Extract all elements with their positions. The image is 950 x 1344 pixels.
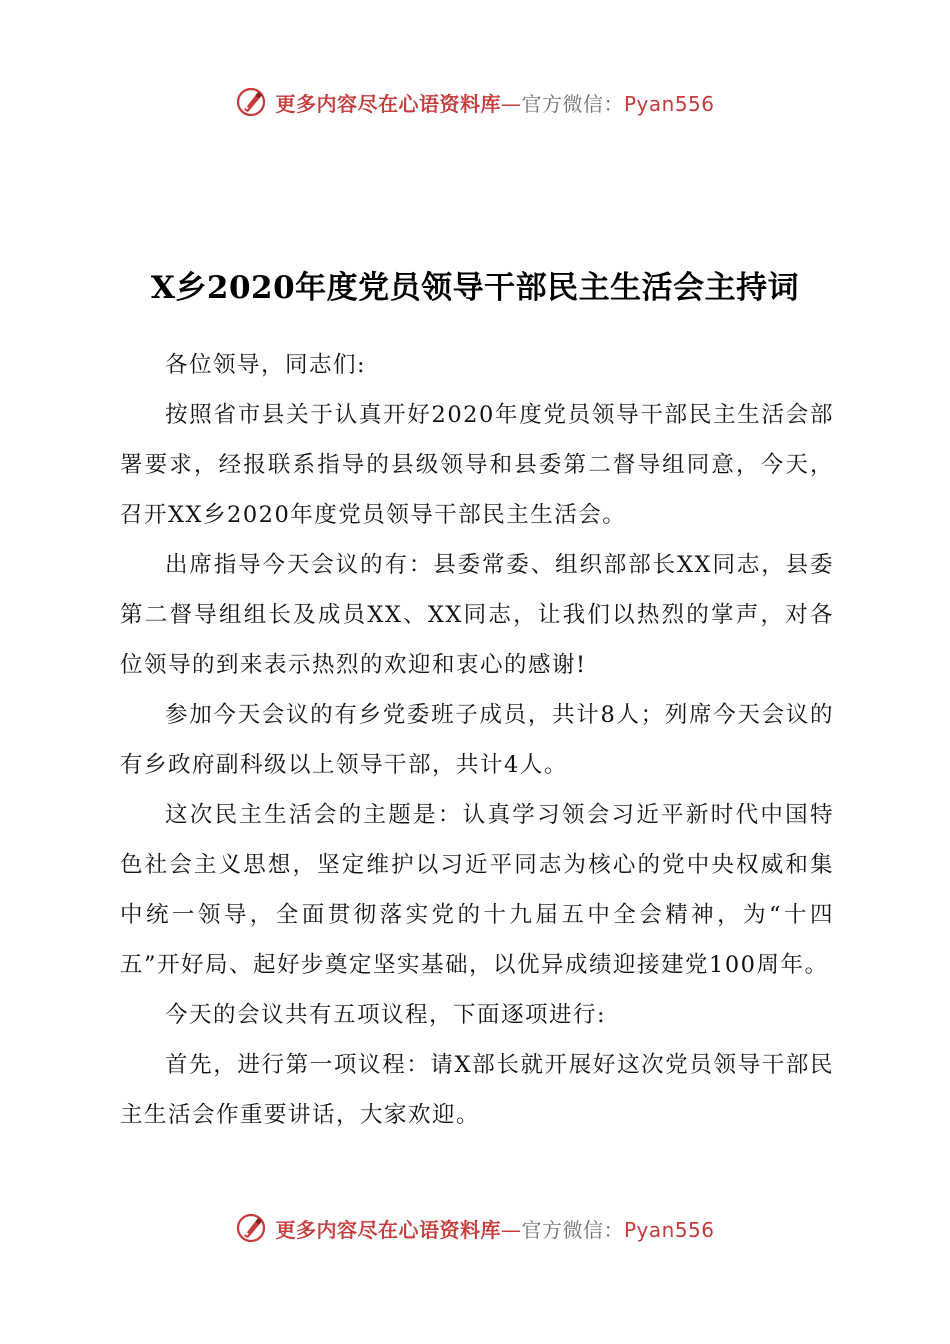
paragraph: 参加今天会议的有乡党委班子成员，共计8人；列席今天会议的有乡政府副科级以上领导干部，共计4人。 bbox=[120, 702, 834, 778]
watermark-text bbox=[275, 1214, 714, 1243]
watermark-wechat-label: 官方微信： bbox=[521, 1217, 624, 1242]
pen-nib-icon bbox=[235, 1212, 267, 1244]
paragraph: 出席指导今天会议的有：县委常委、组织部部长XX同志，县委第二督导组组长及成员XX、XX同志，让我们以热烈的掌声，对各位领导的到来表示热烈的欢迎和衷心的感谢! bbox=[120, 552, 834, 678]
paragraph: 按照省市县关于认真开好2020年度党员领导干部民主生活会部署要求，经报联系指导的县级领导和县委第二督导组同意，今天，召开XX乡2020年度党员领导干部民主生活会。 bbox=[120, 402, 834, 528]
document-body bbox=[120, 340, 834, 1140]
watermark-wechat-label: 官方微信： bbox=[521, 91, 624, 116]
watermark-text bbox=[275, 88, 714, 117]
watermark-main-text: 更多内容尽在心语资料库 bbox=[275, 91, 501, 116]
paragraph: 首先，进行第一项议程：请X部长就开展好这次党员领导干部民主生活会作重要讲话，大家欢迎。 bbox=[120, 1052, 834, 1128]
watermark-wechat-id: Pyan556 bbox=[623, 1217, 715, 1242]
document-title: X乡2020年度党员领导干部民主生活会主持词 bbox=[150, 270, 800, 306]
paragraph: 今天的会议共有五项议程，下面逐项进行: bbox=[165, 1002, 607, 1028]
watermark-footer bbox=[0, 1208, 950, 1248]
watermark-wechat-id: Pyan556 bbox=[623, 91, 715, 116]
watermark-main-text: 更多内容尽在心语资料库 bbox=[275, 1217, 501, 1242]
watermark-header bbox=[0, 82, 950, 122]
watermark-dash: — bbox=[500, 91, 522, 116]
pen-nib-icon bbox=[235, 86, 267, 118]
paragraph: 这次民主生活会的主题是：认真学习领会习近平新时代中国特色社会主义思想，坚定维护以习近平同志为核心的党中央权威和集中统一领导，全面贯彻落实党的十九届五中全会精神，为“十四五”开好局、起好步奠定坚实基础，以优异成绩迎接建党100周年。 bbox=[120, 802, 834, 978]
watermark-dash: — bbox=[500, 1217, 522, 1242]
paragraph-greeting: 各位领导，同志们: bbox=[165, 352, 367, 378]
